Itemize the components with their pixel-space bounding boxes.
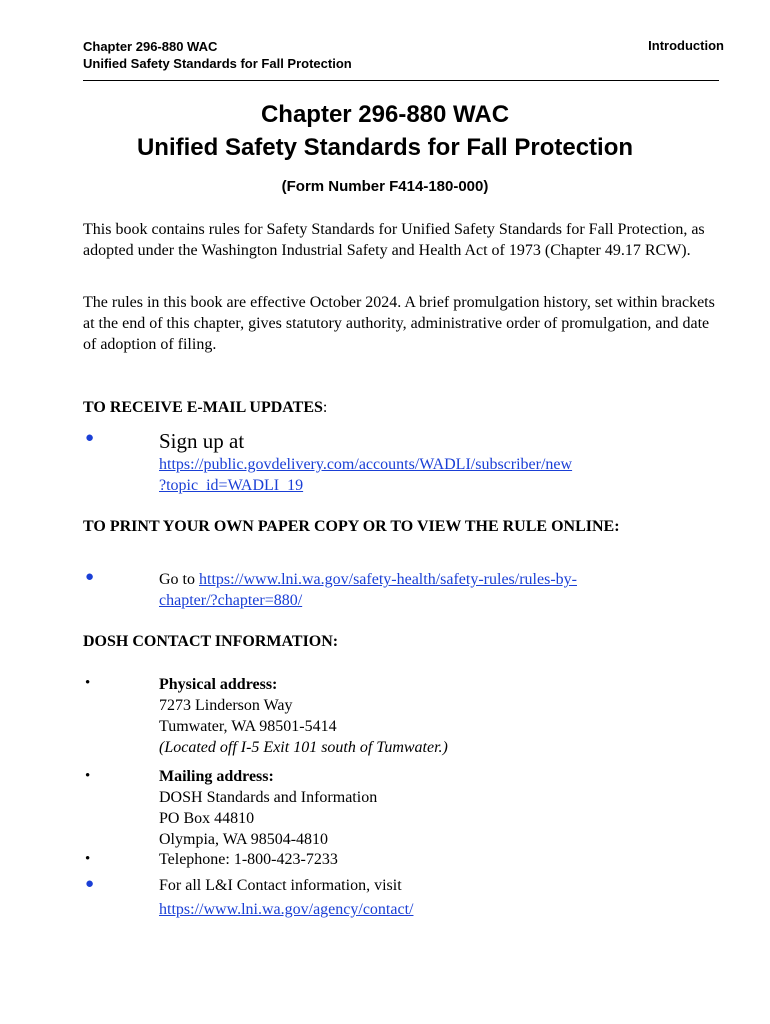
all-contact-text: For all L&I Contact information, visit [159, 877, 402, 894]
bullet-icon: ● [85, 876, 95, 892]
header-chapter: Chapter 296-880 WAC [83, 39, 218, 54]
header-subtitle: Unified Safety Standards for Fall Protection [83, 56, 352, 71]
signup-link[interactable] [159, 454, 729, 496]
physical-address-label: Physical address: [159, 676, 278, 693]
signup-text: Sign up at [159, 429, 245, 453]
email-section-heading [83, 397, 725, 418]
header-rule [83, 80, 719, 81]
rules-link-line-1[interactable]: https://www.lni.wa.gov/safety-health/safety-rules/rules-by- [199, 571, 577, 588]
email-heading-text: TO RECEIVE E-MAIL UPDATES [83, 399, 323, 416]
mailing-address [159, 766, 729, 850]
bullet-icon: • [85, 675, 91, 691]
page-title [0, 98, 770, 164]
running-header [83, 38, 352, 72]
title-line-2: Unified Safety Standards for Fall Protection [136, 134, 634, 161]
all-contact-item [159, 875, 729, 920]
contact-link[interactable]: https://www.lni.wa.gov/agency/contact/ [159, 901, 414, 918]
bullet-icon: • [85, 851, 91, 867]
title-line-1: Chapter 296-880 WAC [260, 101, 510, 128]
intro-paragraph-1: This book contains rules for Safety Standards for Unified Safety Standards for Fall Protection, as adopted under the Washington Industrial Safety and Health Act of 1973 (Chapter 49.17 RCW). [83, 221, 705, 259]
mailing-address-line-3: Olympia, WA 98504-4810 [159, 831, 329, 848]
physical-address [159, 674, 729, 758]
signup-link-line-2[interactable]: ?topic_id=WADLI_19 [159, 477, 304, 494]
contact-section-heading: DOSH CONTACT INFORMATION: [83, 633, 339, 650]
header-section: Introduction [648, 38, 724, 53]
signup-link-line-1[interactable]: https://public.govdelivery.com/accounts/WADLI/subscriber/new [159, 456, 573, 473]
telephone: Telephone: 1-800-423-7233 [159, 851, 338, 868]
bullet-icon: ● [85, 569, 95, 585]
physical-address-line-2: Tumwater, WA 98501-5414 [159, 718, 337, 735]
mailing-address-label: Mailing address: [159, 768, 274, 785]
go-to-text: Go to [159, 571, 195, 588]
bullet-icon: • [85, 768, 91, 784]
mailing-address-line-1: DOSH Standards and Information [159, 789, 378, 806]
physical-address-note: (Located off I-5 Exit 101 south of Tumwater.) [159, 739, 448, 756]
print-section-heading: TO PRINT YOUR OWN PAPER COPY OR TO VIEW THE RULE ONLINE: [83, 518, 620, 535]
mailing-address-line-2: PO Box 44810 [159, 810, 255, 827]
email-heading-colon: : [322, 399, 328, 416]
intro-paragraph-2: The rules in this book are effective October 2024. A brief promulgation history, set within brackets at the end of this chapter, gives statutory authority, administrative order of promulgation, and date of adoption of filing. [83, 294, 715, 353]
print-item [159, 569, 729, 611]
physical-address-line-1: 7273 Linderson Way [159, 697, 293, 714]
rules-link-line-2[interactable]: chapter/?chapter=880/ [159, 592, 303, 609]
form-number: (Form Number F414-180-000) [281, 178, 489, 195]
bullet-icon: ● [85, 430, 95, 446]
